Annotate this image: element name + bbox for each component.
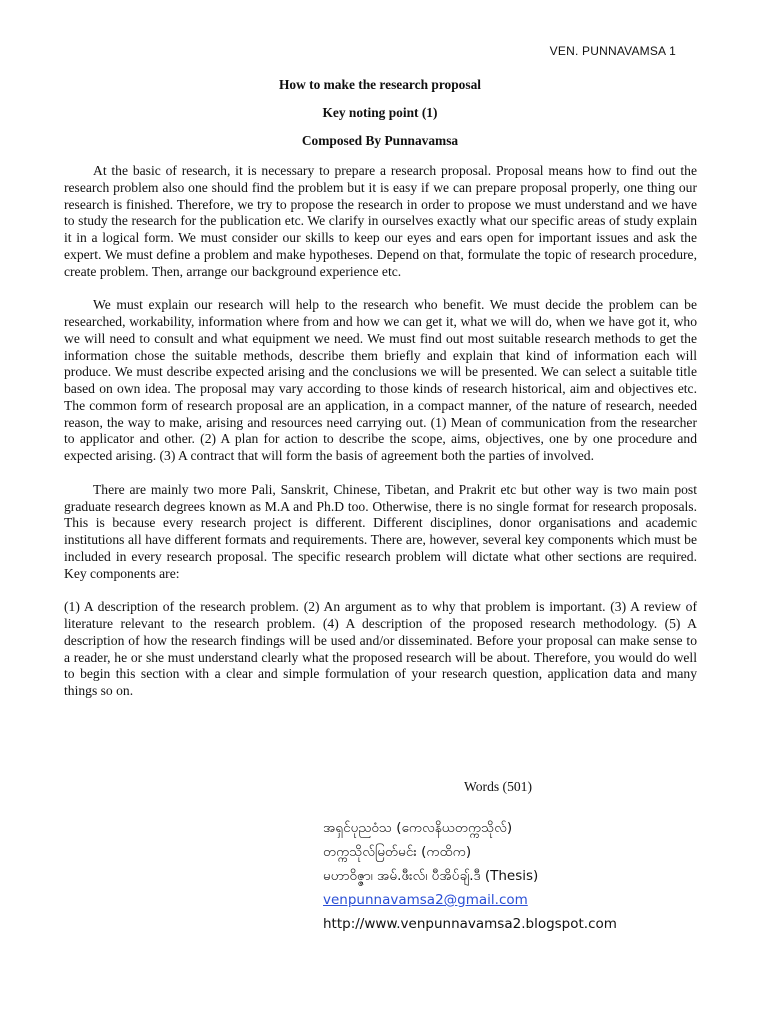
paragraph-1: At the basic of research, it is necessary to prepare a research proposal. Proposal means how to find out the research problem also one should find the problem but it is easy if we can prepare proposal properly, one thing our research is finished. Therefore, we try to propose the research in order to propose we must understand and we have to study the research for the publication etc. We clarify in ourselves exactly what our specific areas of study explain it in a logical form. We must consider our skills to keep our eyes and ears open for important issues and ask the expert. We must define a problem and make hypotheses. Depend on that, formulate the topic of research procedure, create problem. Then, arrange our background experience etc. xyxy=(64,163,697,279)
author-byline: Composed By Punnavamsa xyxy=(301,133,459,148)
paragraph-3: There are mainly two more Pali, Sanskrit, Chinese, Tibetan, and Prakrit etc but other way is two main post graduate research degrees known as M.A and Ph.D too. Otherwise, there is no single format for research proposals. This is because every research project is different. Different disciplines, donor organisations and academic institutions all have different formats and requirements. There are, however, several key components which must be included in every research proposal. The specific research problem will dictate what other sections are required. Key components are: xyxy=(64,481,697,581)
paragraph-4: (1) A description of the research problem. (2) An argument as to why that problem is important. (3) A review of literature relevant to the research problem. (4) A description of the proposed research methodology. (5) A description of how the research findings will be used and/or disseminated. Before your proposal can make sense to a reader, he or she must understand clearly what the proposed research will be about. Therefore, you would do well to begin this section with a clear and simple formulation of your research question, application data and many things so on. xyxy=(64,599,697,698)
blog-url[interactable]: http://www.venpunnavamsa2.blogspot.com xyxy=(323,916,617,932)
signature-name: အရှင်ပုညဝံသ (ကေလနိယတက္ကသိုလ်) xyxy=(323,820,513,836)
signature-position: တက္ကသိုလ်မြတ်မင်း (ကထိက) xyxy=(323,844,472,860)
signature-degrees: မဟာဝိဇ္ဇာ၊ အမ်.ဖီးလ်၊ ပီအိပ်ချ်.ဒီ (Thesis) xyxy=(323,868,539,884)
body-text xyxy=(64,163,697,717)
running-header: VEN. PUNNAVAMSA 1 xyxy=(549,44,676,58)
word-count: Words (501) xyxy=(464,779,532,794)
document-subtitle: Key noting point (1) xyxy=(322,105,438,120)
email-link[interactable]: venpunnavamsa2@gmail.com xyxy=(323,892,528,908)
title-block xyxy=(0,77,760,161)
signature-block xyxy=(323,816,617,936)
document-title: How to make the research proposal xyxy=(279,77,481,92)
paragraph-2: We must explain our research will help to the research who benefit. We must decide the problem can be researched, workability, information where from and how we can get it, what we will do, when we have got it, who we will need to consult and what equipment we need. We must find out most suitable research methods to get the information chose the suitable methods, describe them briefly and explain that kind of information each will produce. We must describe expected arising and the conclusions we will be presented. We can select a suitable title based on own idea. The proposal may vary according to those kinds of research historical, aim and objectives etc. The common form of research proposal are an application, in a compact manner, of the nature of research, needed reason, the way to make, arising and resources need carrying out. (1) Mean of communication from the researcher to applicator and other. (2) A plan for action to describe the scope, aims, objectives, one by one procedure and expected arising. (3) A contract that will form the basis of agreement both the parties of involved. xyxy=(64,297,697,463)
